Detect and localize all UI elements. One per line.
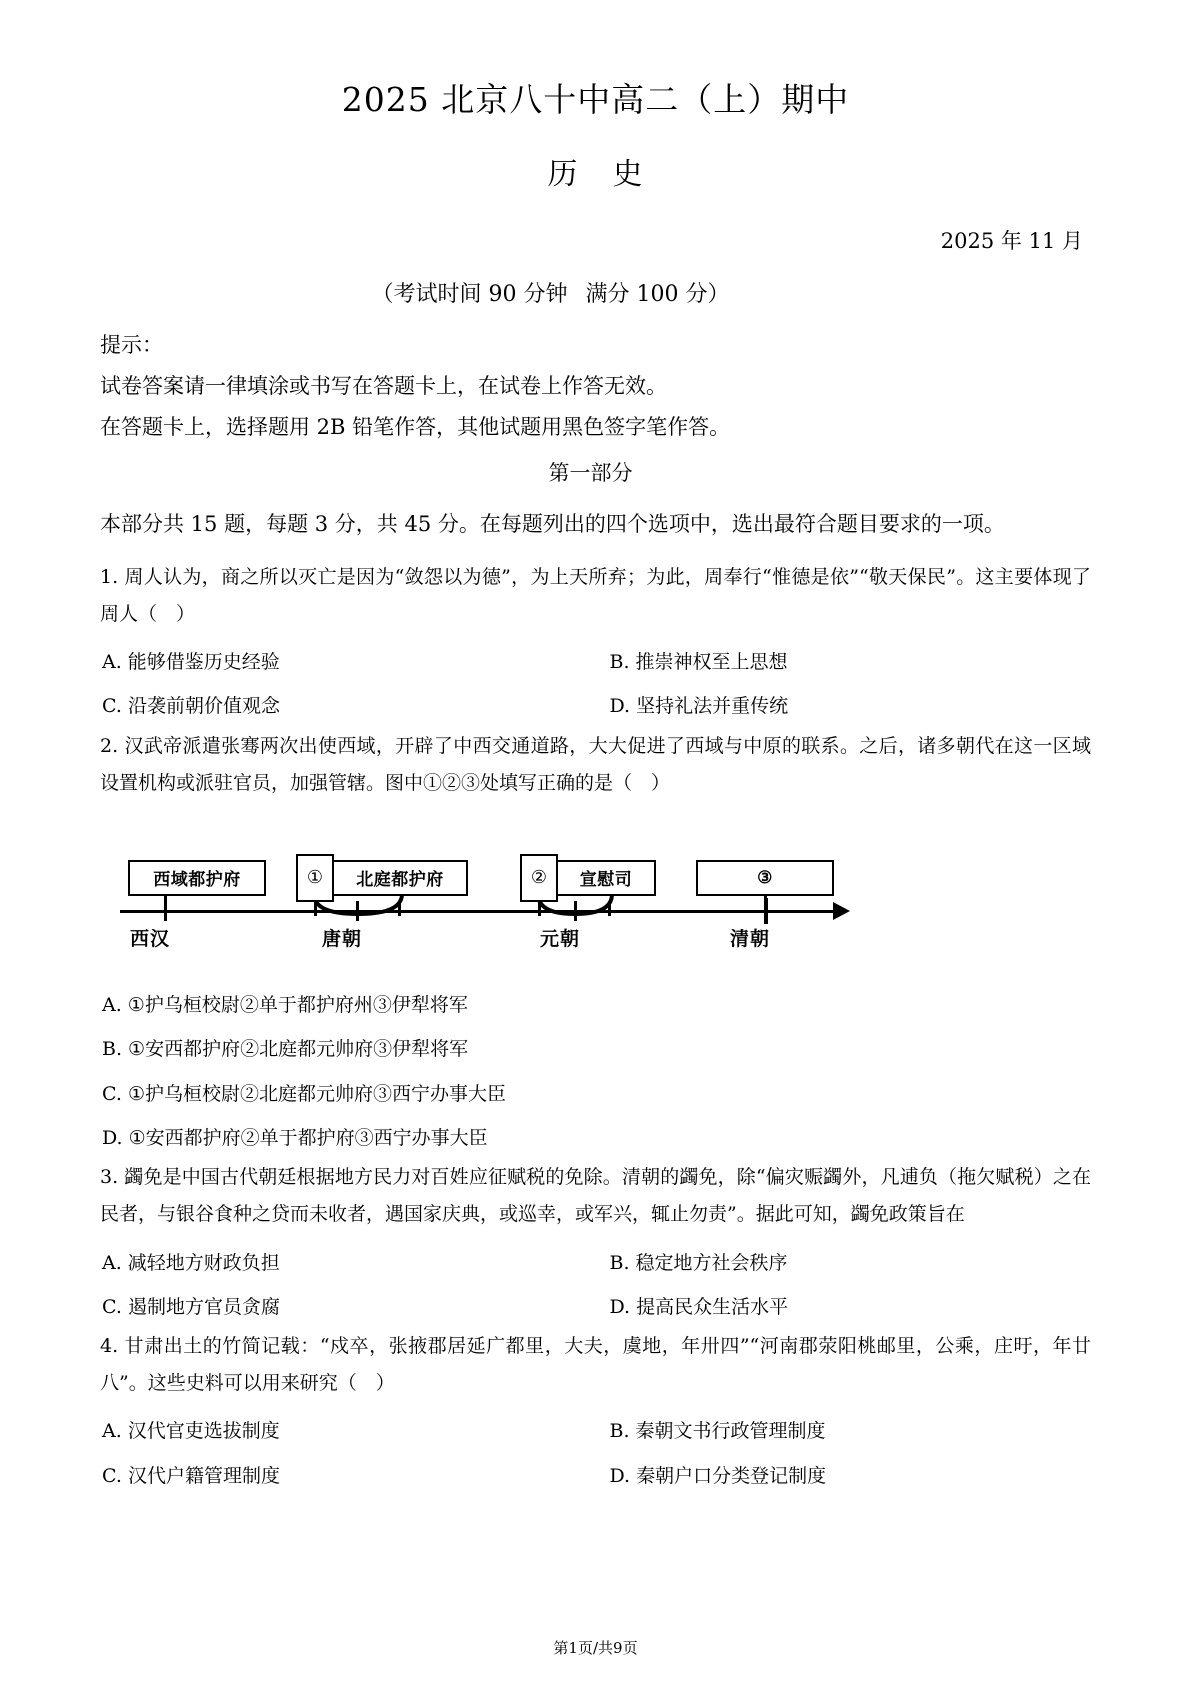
question-4-option-c[interactable]: C. 汉代户籍管理制度 bbox=[102, 1464, 280, 1487]
question-4-options-row-1 bbox=[100, 1402, 1091, 1446]
question-3-option-a[interactable]: A. 减轻地方财政负担 bbox=[102, 1251, 280, 1274]
question-4-stem: 4. 甘肃出土的竹简记载：“戍卒，张掖郡居延广都里，大夫，虞地，年卅四”“河南郡荥阳桃邮里，公乘，庄旴，年廿八”。这些史料可以用来研究（ ） bbox=[100, 1335, 1091, 1395]
timeline-box-4: ③ bbox=[696, 860, 834, 896]
question-3-option-c[interactable]: C. 遏制地方官员贪腐 bbox=[102, 1295, 280, 1318]
timeline-era-1: 西汉 bbox=[130, 927, 171, 950]
question-1-option-b[interactable]: B. 推崇神权至上思想 bbox=[609, 651, 788, 673]
exam-total-score: 满分 100 分） bbox=[585, 281, 730, 307]
question-4-options-row-2 bbox=[100, 1447, 1091, 1491]
question-3-option-b[interactable]: B. 稳定地方社会秩序 bbox=[609, 1251, 788, 1274]
question-3-options-row-1 bbox=[100, 1234, 1091, 1278]
question-3 bbox=[100, 1153, 1091, 1322]
notice-line-2: 在答题卡上，选择题用 2B 铅笔作答，其他试题用黑色签字笔作答。 bbox=[100, 414, 731, 439]
timeline-axis bbox=[120, 910, 836, 913]
timeline-tick-2 bbox=[356, 901, 359, 921]
question-2-option-d[interactable]: D. ①安西都护府②单于都护府③西宁办事大臣 bbox=[102, 1127, 488, 1150]
question-3-option-d[interactable]: D. 提高民众生活水平 bbox=[609, 1295, 789, 1318]
question-2-option-b[interactable]: B. ①安西都护府②北庭都元帅府③伊犁将军 bbox=[102, 1038, 469, 1061]
question-1-option-d[interactable]: D. 坚持礼法并重传统 bbox=[609, 695, 789, 718]
subject-char-left: 历 bbox=[547, 156, 579, 192]
part-title: 第一部分 bbox=[548, 460, 633, 485]
question-2-option-a[interactable]: A. ①护乌桓校尉②单于都护府州③伊犁将军 bbox=[102, 993, 468, 1016]
question-2 bbox=[100, 722, 1091, 1154]
page-title: 2025 北京八十中高二（上）期中 bbox=[341, 80, 850, 119]
question-3-stem: 3. 蠲免是中国古代朝廷根据地方民力对百姓应征赋税的免除。清朝的蠲免，除“偏灾赈蠲外，凡逋负（拖欠赋税）之在民者，与银谷食种之贷而未收者，遇国家庆典，或巡幸，或军兴，辄止勿责”。据此可知，蠲免政策旨在 bbox=[100, 1166, 1091, 1226]
timeline-era-2: 唐朝 bbox=[322, 927, 363, 950]
part-description: 本部分共 15 题，每题 3 分，共 45 分。在每题列出的四个选项中，选出最符合题目要求的一项。 bbox=[100, 511, 1005, 536]
question-1 bbox=[100, 553, 1091, 722]
timeline-tick-1 bbox=[164, 901, 167, 921]
timeline-box-3: 宣慰司 bbox=[556, 860, 656, 896]
timeline-figure bbox=[100, 832, 1091, 970]
timeline-tick-4 bbox=[764, 898, 768, 924]
timeline-marker-1: ① bbox=[296, 854, 334, 902]
question-1-stem: 1. 周人认为，商之所以灭亡是因为“敛怨以为德”，为上天所弃；为此，周奉行“惟德是依”“敬天保民”。这主要体现了周人（ ） bbox=[100, 565, 1091, 625]
question-4 bbox=[100, 1322, 1091, 1491]
exam-duration: （考试时间 90 分钟 bbox=[371, 281, 568, 307]
question-4-option-d[interactable]: D. 秦朝户口分类登记制度 bbox=[609, 1464, 827, 1487]
notice-label: 提示： bbox=[100, 332, 163, 357]
question-1-option-c[interactable]: C. 沿袭前朝价值观念 bbox=[102, 695, 280, 718]
question-2-option-c[interactable]: C. ①护乌桓校尉②北庭都元帅府③西宁办事大臣 bbox=[102, 1082, 506, 1105]
timeline-era-4: 清朝 bbox=[730, 927, 771, 950]
timeline-era-3: 元朝 bbox=[540, 927, 581, 950]
subject-title bbox=[100, 123, 1091, 193]
question-1-options-row-2 bbox=[100, 677, 1091, 721]
exam-date: 2025 年 11 月 bbox=[940, 228, 1083, 253]
question-1-option-a[interactable]: A. 能够借鉴历史经验 bbox=[102, 651, 280, 673]
timeline-axis-arrow bbox=[833, 902, 850, 920]
timeline-tick-3 bbox=[574, 901, 577, 921]
question-2-stem: 2. 汉武帝派遣张骞两次出使西域，开辟了中西交通道路，大大促进了西域与中原的联系。之后，诸多朝代在这一区域设置机构或派驻官员，加强管辖。图中①②③处填写正确的是（ ） bbox=[100, 734, 1091, 794]
question-3-options-row-2 bbox=[100, 1278, 1091, 1322]
question-4-option-a[interactable]: A. 汉代官吏选拔制度 bbox=[102, 1420, 280, 1443]
timeline-box-1: 西域都护府 bbox=[128, 860, 266, 896]
page-footer: 第1页/共9页 bbox=[553, 1639, 638, 1657]
subject-char-right: 史 bbox=[612, 156, 644, 192]
timeline-marker-2: ② bbox=[520, 854, 558, 902]
question-4-option-b[interactable]: B. 秦朝文书行政管理制度 bbox=[609, 1420, 826, 1443]
exam-timing bbox=[100, 255, 1091, 308]
timeline-box-2: 北庭都护府 bbox=[332, 860, 468, 896]
notice-line-1: 试卷答案请一律填涂或书写在答题卡上，在试卷上作答无效。 bbox=[100, 373, 667, 398]
notice-block bbox=[100, 308, 1091, 457]
question-1-options-row-1 bbox=[100, 633, 1091, 677]
